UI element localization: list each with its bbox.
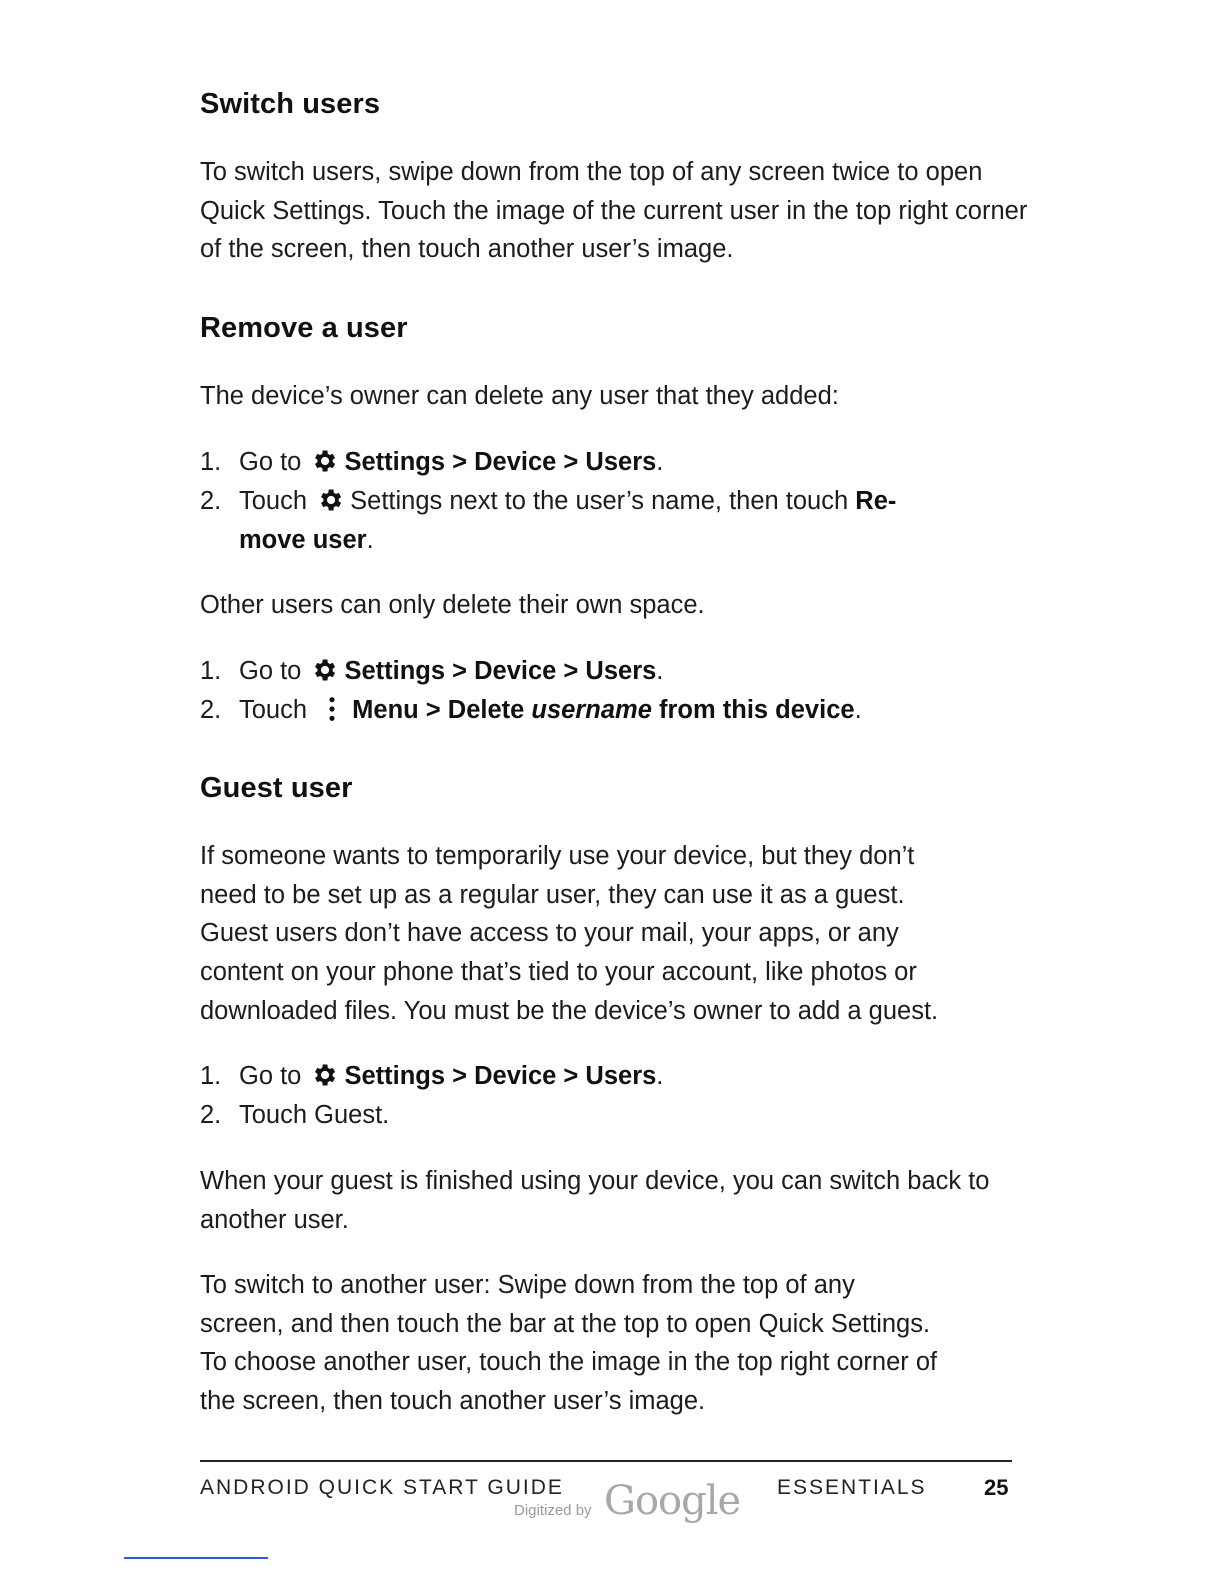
step-text: Touch bbox=[239, 487, 308, 515]
punctuation: . bbox=[656, 1062, 664, 1090]
list-number: 2. bbox=[200, 1101, 222, 1129]
punctuation: . bbox=[366, 525, 374, 554]
settings-path: Settings > Device > Users bbox=[344, 448, 657, 476]
page-number: 25 bbox=[984, 1475, 1009, 1500]
gear-icon bbox=[316, 486, 344, 514]
remove-user-label: move user bbox=[239, 525, 367, 554]
heading-remove-user: Remove a user bbox=[200, 312, 408, 344]
more-vert-icon bbox=[322, 695, 342, 723]
step-text: Touch Guest. bbox=[239, 1101, 390, 1129]
heading-guest-user: Guest user bbox=[200, 772, 353, 804]
list-number: 1. bbox=[200, 448, 222, 476]
menu-path: Menu > Delete bbox=[352, 696, 525, 724]
guest-finished-paragraph: When your guest is finished using your device, you can switch back to another user. bbox=[200, 1167, 990, 1234]
username-placeholder: username bbox=[531, 696, 652, 724]
scan-edge-line bbox=[124, 1557, 268, 1559]
list-number: 2. bbox=[200, 487, 222, 515]
text-line: screen, and then touch the bar at the top to open Quick Settings. bbox=[200, 1309, 931, 1338]
switch-users-paragraph: To switch users, swipe down from the top of any screen twice to open Quick Settings. Touch the image of the current user in the top right corner of the screen, then touch another user’s image. bbox=[200, 158, 1028, 264]
footer-guide-title: ANDROID QUICK START GUIDE bbox=[200, 1476, 564, 1499]
step-text: Go to bbox=[239, 657, 302, 685]
remove-user-label: Re- bbox=[855, 487, 897, 515]
step-text: Touch bbox=[239, 696, 308, 724]
gear-icon bbox=[310, 1061, 338, 1089]
text-line: To switch to another user: Swipe down from the top of any bbox=[200, 1271, 855, 1299]
text-line: the screen, then touch another user’s image. bbox=[200, 1387, 706, 1416]
gear-icon bbox=[310, 447, 338, 475]
list-number: 1. bbox=[200, 657, 222, 685]
text-line: If someone wants to temporarily use your device, but they don’t bbox=[200, 842, 915, 870]
step-text: Go to bbox=[239, 448, 302, 476]
step-text: Go to bbox=[239, 1062, 302, 1090]
settings-path: Settings > Device > Users bbox=[344, 1062, 657, 1090]
text-line: content on your phone that’s tied to your account, like photos or bbox=[200, 958, 917, 987]
guest-user-paragraph bbox=[200, 837, 1030, 1031]
text-line: Guest users don’t have access to your mail, your apps, or any bbox=[200, 919, 899, 948]
switch-another-user-paragraph bbox=[200, 1266, 1030, 1421]
footer-section-name: ESSENTIALS bbox=[777, 1476, 927, 1499]
text-line: downloaded files. You must be the device’s owner to add a guest. bbox=[200, 996, 939, 1025]
other-users-intro: Other users can only delete their own space. bbox=[200, 591, 705, 619]
settings-path: Settings > Device > Users bbox=[344, 657, 657, 685]
list-number: 1. bbox=[200, 1062, 222, 1090]
gear-icon bbox=[310, 656, 338, 684]
digitized-by-label: Digitized by bbox=[514, 1502, 592, 1519]
step-text: Settings next to the user’s name, then touch bbox=[350, 487, 849, 515]
google-watermark-logo: Google bbox=[604, 1478, 741, 1524]
punctuation: . bbox=[854, 696, 862, 724]
punctuation: . bbox=[656, 657, 664, 685]
text-line: To choose another user, touch the image in the top right corner of bbox=[200, 1348, 938, 1377]
menu-path: from this device bbox=[659, 696, 855, 724]
remove-user-intro: The device’s owner can delete any user that they added: bbox=[200, 382, 839, 410]
footer-divider bbox=[200, 1460, 1012, 1462]
list-number: 2. bbox=[200, 696, 222, 724]
heading-switch-users: Switch users bbox=[200, 88, 381, 120]
text-line: need to be set up as a regular user, they can use it as a guest. bbox=[200, 880, 905, 909]
punctuation: . bbox=[656, 448, 664, 476]
